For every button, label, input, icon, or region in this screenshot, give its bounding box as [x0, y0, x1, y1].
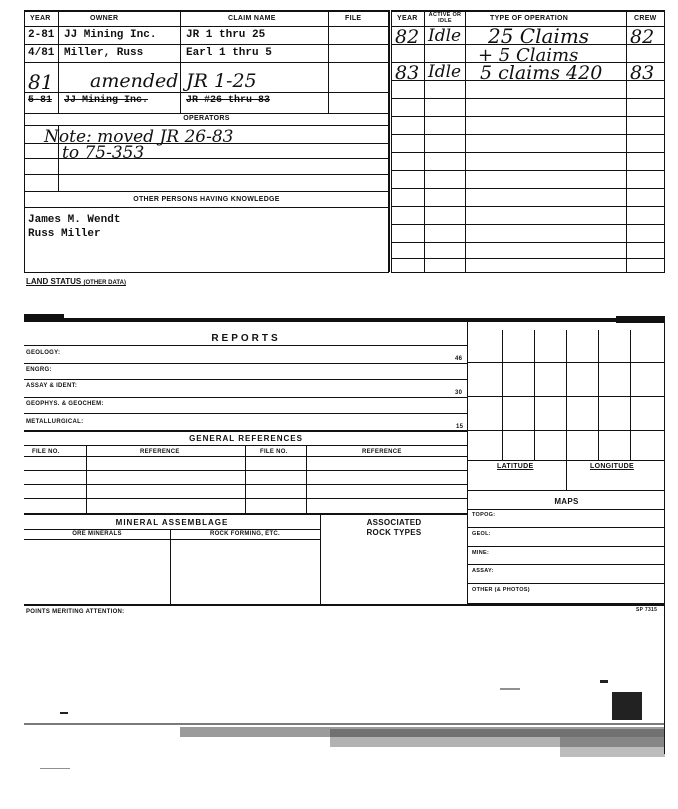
operators-note-2: to 75-353: [62, 143, 145, 163]
claim-row-3-owner: amended: [90, 70, 179, 92]
ops-crew-header: CREW: [634, 15, 657, 22]
claim-row-1-claim: JR 1 thru 25: [186, 29, 266, 41]
report-engrg: ENGRG:: [26, 367, 52, 373]
claim-row-2-year: 4/81: [28, 47, 55, 59]
reports-title: REPORTS: [211, 333, 281, 344]
rock-forming-header: ROCK FORMING, ETC.: [209, 531, 281, 537]
ore-minerals-header: ORE MINERALS: [72, 531, 122, 537]
form-id: SP 7315: [636, 607, 658, 613]
map-geol: GEOL:: [472, 531, 491, 537]
claim-row-4-owner: JJ Mining Inc.: [64, 95, 149, 106]
land-status-label: LAND STATUS: [26, 277, 82, 286]
ref-col-file-2: FILE NO.: [260, 449, 288, 455]
land-status-sub: (OTHER DATA): [83, 280, 126, 286]
other-person-1: James M. Wendt: [28, 214, 121, 226]
general-references-title: GENERAL REFERENCES: [189, 434, 303, 443]
ref-col-file-1: FILE NO.: [32, 449, 60, 455]
ops-row-1-year: 82: [395, 26, 420, 48]
ref-col-ref-1: REFERENCE: [140, 449, 180, 455]
claim-row-1-year: 2-81: [28, 29, 55, 41]
year-header: YEAR: [30, 15, 51, 22]
other-person-2: Russ Miller: [28, 228, 101, 240]
report-geology: GEOLOGY:: [26, 350, 61, 356]
associated-rock-types-1: ASSOCIATED: [366, 518, 422, 527]
ops-row-1-status: Idle: [428, 26, 462, 46]
claim-row-3-claim: JR 1-25: [186, 70, 257, 92]
map-topog: TOPOG:: [472, 512, 496, 518]
claim-row-2-owner: Miller, Russ: [64, 47, 144, 59]
latitude-label: LATITUDE: [497, 463, 534, 470]
claim-row-3-year: 81: [28, 70, 54, 94]
report-geology-num: 46: [455, 356, 463, 362]
claim-row-4-claim: JR #26 thru 83: [186, 95, 271, 106]
mineral-assemblage-title: MINERAL ASSEMBLAGE: [115, 518, 229, 527]
claim-row-4-year: 5-81: [28, 95, 53, 106]
report-metallurgical: METALLURGICAL:: [26, 419, 84, 425]
operators-title: OPERATORS: [183, 115, 230, 122]
longitude-label: LONGITUDE: [590, 463, 634, 470]
maps-title: MAPS: [554, 497, 579, 506]
report-metallurgical-num: 15: [456, 424, 464, 430]
report-assay: ASSAY & IDENT:: [26, 383, 78, 389]
report-assay-num: 30: [455, 390, 463, 396]
claim-row-1-owner: JJ Mining Inc.: [64, 29, 157, 41]
map-other: OTHER (& PHOTOS): [472, 587, 530, 593]
ref-col-ref-2: REFERENCE: [362, 449, 402, 455]
points-meriting-attention: POINTS MERITING ATTENTION:: [26, 609, 125, 615]
ops-year-header: YEAR: [397, 15, 418, 22]
ops-active-header: ACTIVE OR IDLE: [428, 12, 462, 24]
ops-row-1-type: 25 Claims: [488, 24, 590, 48]
claim-name-header: CLAIM NAME: [228, 15, 276, 22]
ops-row-1-crew: 82: [630, 26, 655, 48]
file-header: FILE: [345, 15, 362, 22]
ops-row-3-type: 5 claims 420: [480, 62, 603, 84]
ops-row-3-year: 83: [395, 62, 420, 84]
report-geophys: GEOPHYS. & GEOCHEM:: [26, 401, 104, 407]
ops-type-header: TYPE OF OPERATION: [490, 15, 569, 22]
land-status: [26, 277, 126, 286]
operators-note-1: Note: moved JR 26-83: [44, 127, 234, 147]
claim-row-2-claim: Earl 1 thru 5: [186, 47, 272, 59]
ops-row-3-status: Idle: [428, 62, 462, 82]
other-persons-title: OTHER PERSONS HAVING KNOWLEDGE: [133, 196, 280, 203]
ops-row-2-type: + 5 Claims: [478, 45, 579, 66]
section-divider: [24, 318, 665, 322]
owner-header: OWNER: [90, 15, 119, 22]
associated-rock-types-2: ROCK TYPES: [366, 528, 422, 537]
map-mine: MINE:: [472, 550, 490, 556]
ops-row-3-crew: 83: [630, 62, 655, 84]
map-assay: ASSAY:: [472, 568, 494, 574]
